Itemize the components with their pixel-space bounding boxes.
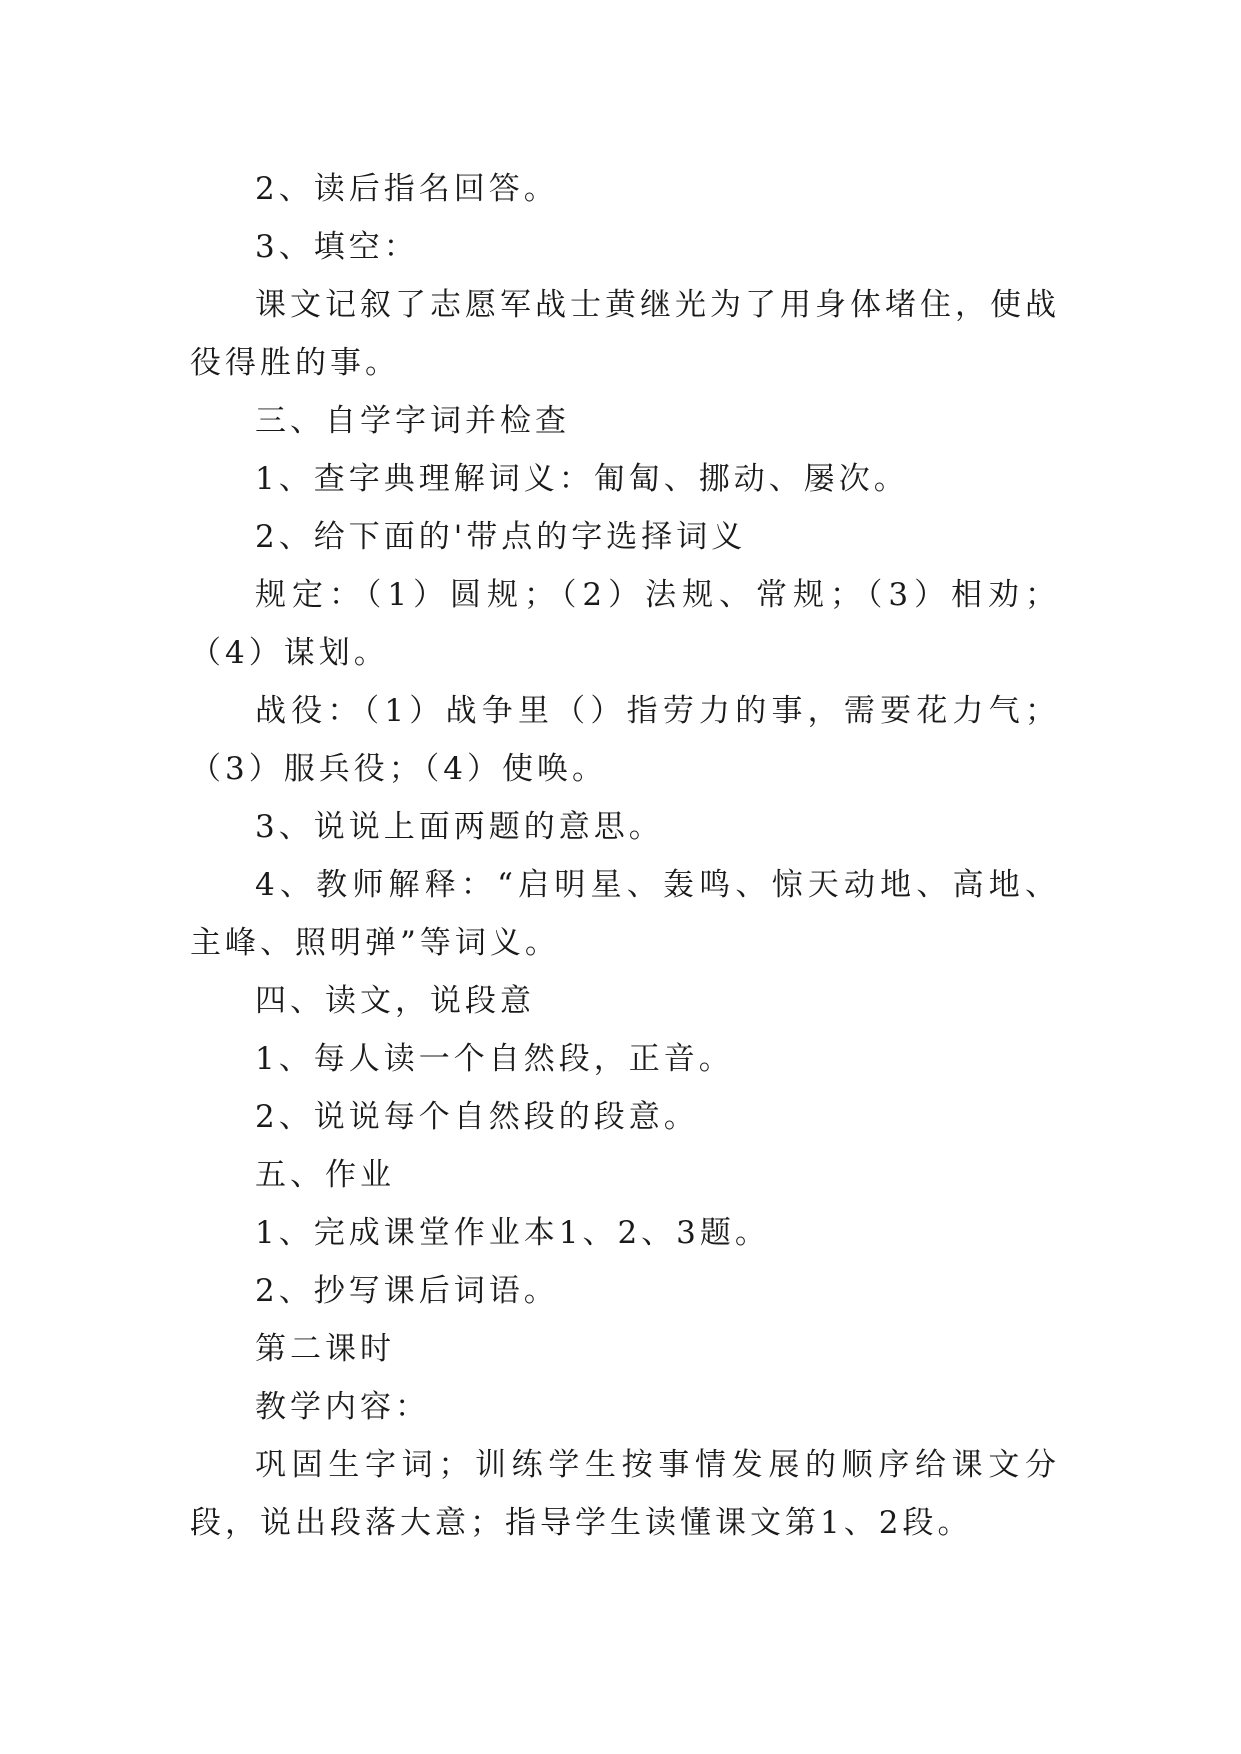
paragraph-paragraph-meaning: 2、说说每个自然段的段意。 [255, 1099, 699, 1135]
section-heading-homework: 五、作业 [255, 1157, 395, 1193]
section-heading-read-text: 四、读文，说段意 [255, 983, 535, 1019]
paragraph-battle-meanings: 战役：（1）战争里（）指劳力的事，需要花力气；（3）服兵役；（4）使唤。 [190, 693, 1060, 787]
paragraph-answer-after-reading: 2、读后指名回答。 [255, 171, 559, 207]
paragraph-explain-questions: 3、说说上面两题的意思。 [255, 809, 664, 845]
paragraph-copy-words: 2、抄写课后词语。 [255, 1273, 559, 1309]
paragraph-fill-blank: 3、填空： [255, 229, 419, 265]
paragraph-read-each: 1、每人读一个自然段，正音。 [255, 1041, 734, 1077]
paragraph-dictionary-task: 1、查字典理解词义：匍匐、挪动、屡次。 [255, 461, 909, 497]
paragraph-teaching-content-label: 教学内容： [255, 1389, 430, 1425]
paragraph-choose-meaning: 2、给下面的'带点的字选择词义 [255, 519, 747, 555]
paragraph-workbook: 1、完成课堂作业本1、2、3题。 [255, 1215, 770, 1251]
section-heading-second-lesson: 第二课时 [255, 1331, 395, 1367]
paragraph-teaching-content: 巩固生字词；训练学生按事情发展的顺序给课文分段，说出段落大意；指导学生读懂课文第1、2段。 [190, 1447, 1060, 1541]
document-body [190, 160, 1060, 1552]
paragraph-teacher-explains: 4、教师解释：“启明星、轰鸣、惊天动地、高地、主峰、照明弹”等词义。 [190, 867, 1060, 961]
section-heading-self-study: 三、自学字词并检查 [255, 403, 570, 439]
paragraph-text-summary: 课文记叙了志愿军战士黄继光为了用身体堵住，使战役得胜的事。 [190, 287, 1060, 381]
paragraph-guiding-meanings: 规定：（1）圆规；（2）法规、常规；（3）相劝；（4）谋划。 [190, 577, 1060, 671]
